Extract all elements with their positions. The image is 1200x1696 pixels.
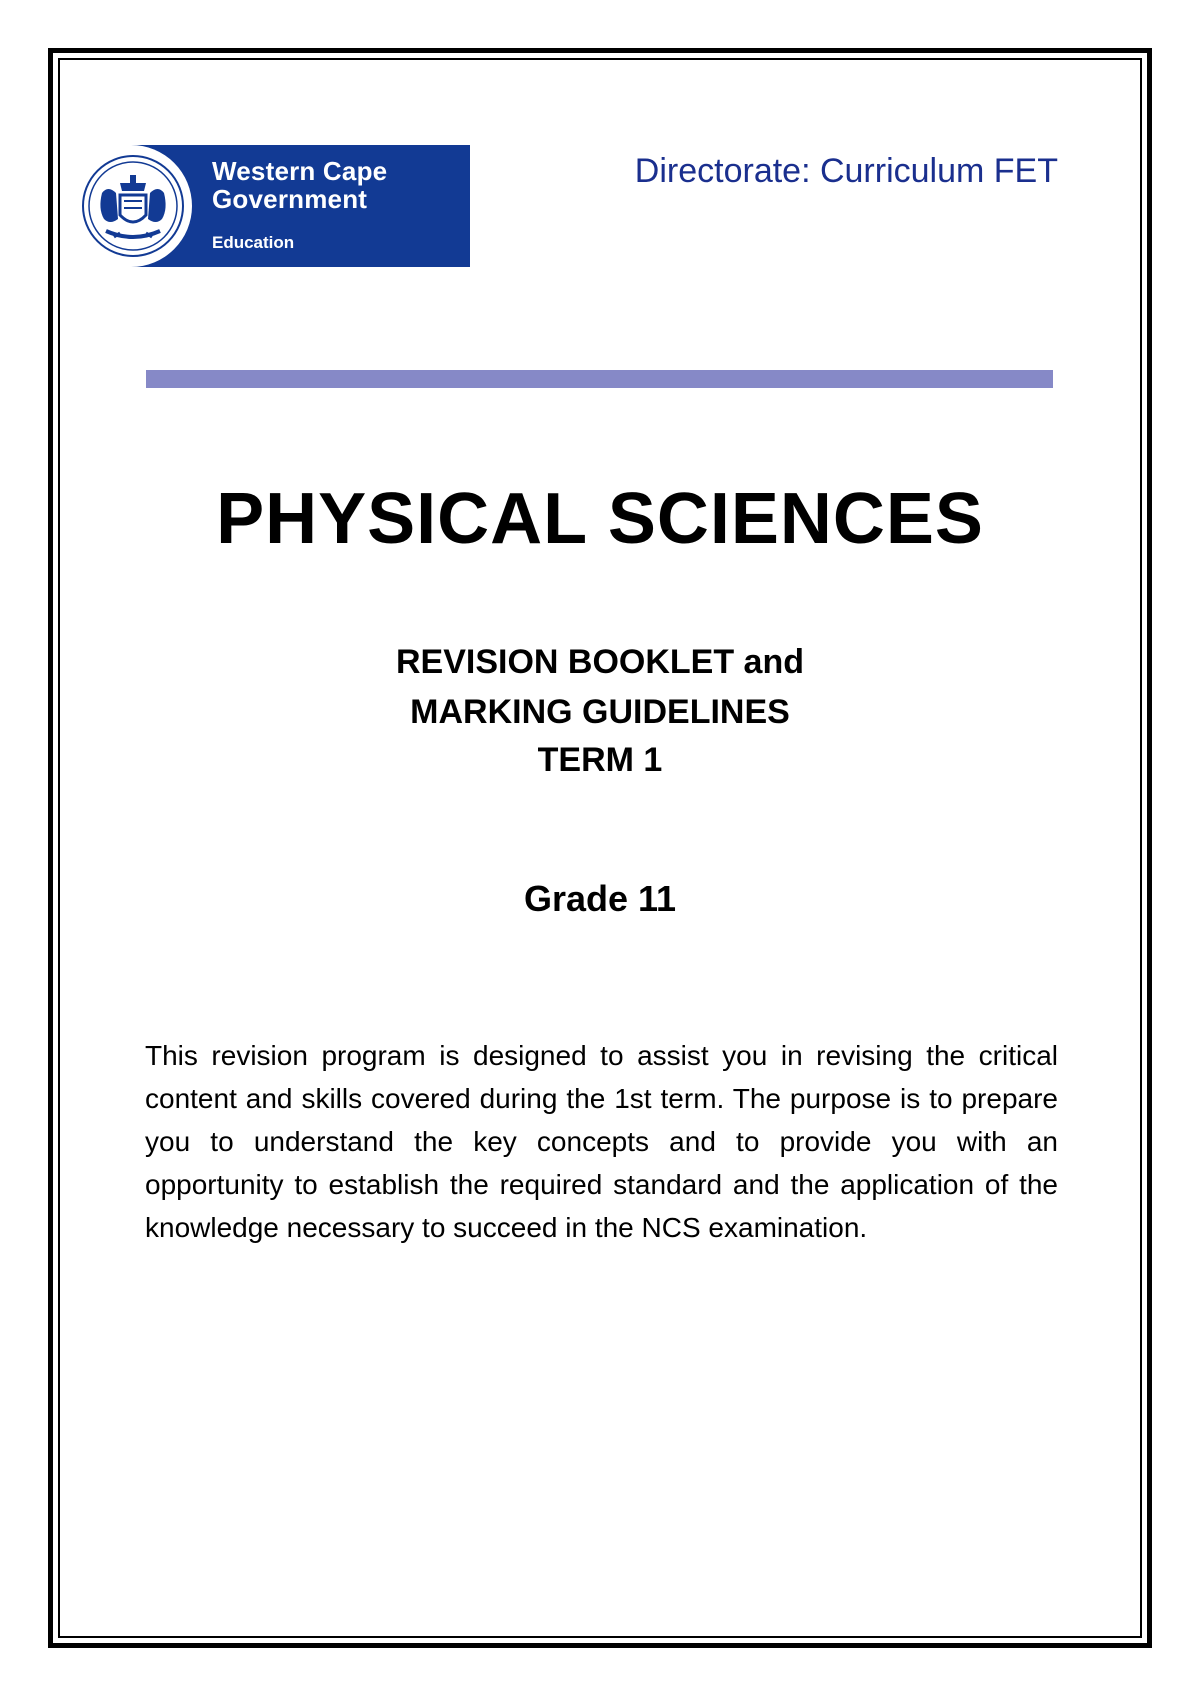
logo-crest-background: [76, 145, 192, 267]
subtitle-line-3: TERM 1: [537, 741, 663, 779]
subtitle-line-2: MARKING GUIDELINES: [410, 693, 790, 731]
header-divider: [146, 370, 1053, 388]
logo-text-western-cape: Western Cape: [212, 156, 388, 186]
logo-text-education: Education: [212, 233, 295, 252]
coat-of-arms-icon: [80, 153, 186, 259]
page-border-inner: [58, 58, 1142, 1638]
subtitle-line-1: REVISION BOOKLET and: [395, 643, 805, 681]
western-cape-government-logo: [76, 145, 470, 267]
directorate-heading: Directorate: Curriculum FET: [634, 152, 1058, 190]
description-paragraph: This revision program is designed to assist you in revising the critical content and skills covered during the 1st term. The purpose is to prepare you to understand the key concepts and to provide you with an opportunity to establish the required standard and the application of the knowledge necessary to succeed in the NCS examination.: [145, 1040, 1058, 1243]
grade-label: Grade 11: [523, 878, 677, 919]
document-title: PHYSICAL SCIENCES: [216, 479, 984, 559]
logo-text-government: Government: [212, 184, 368, 214]
